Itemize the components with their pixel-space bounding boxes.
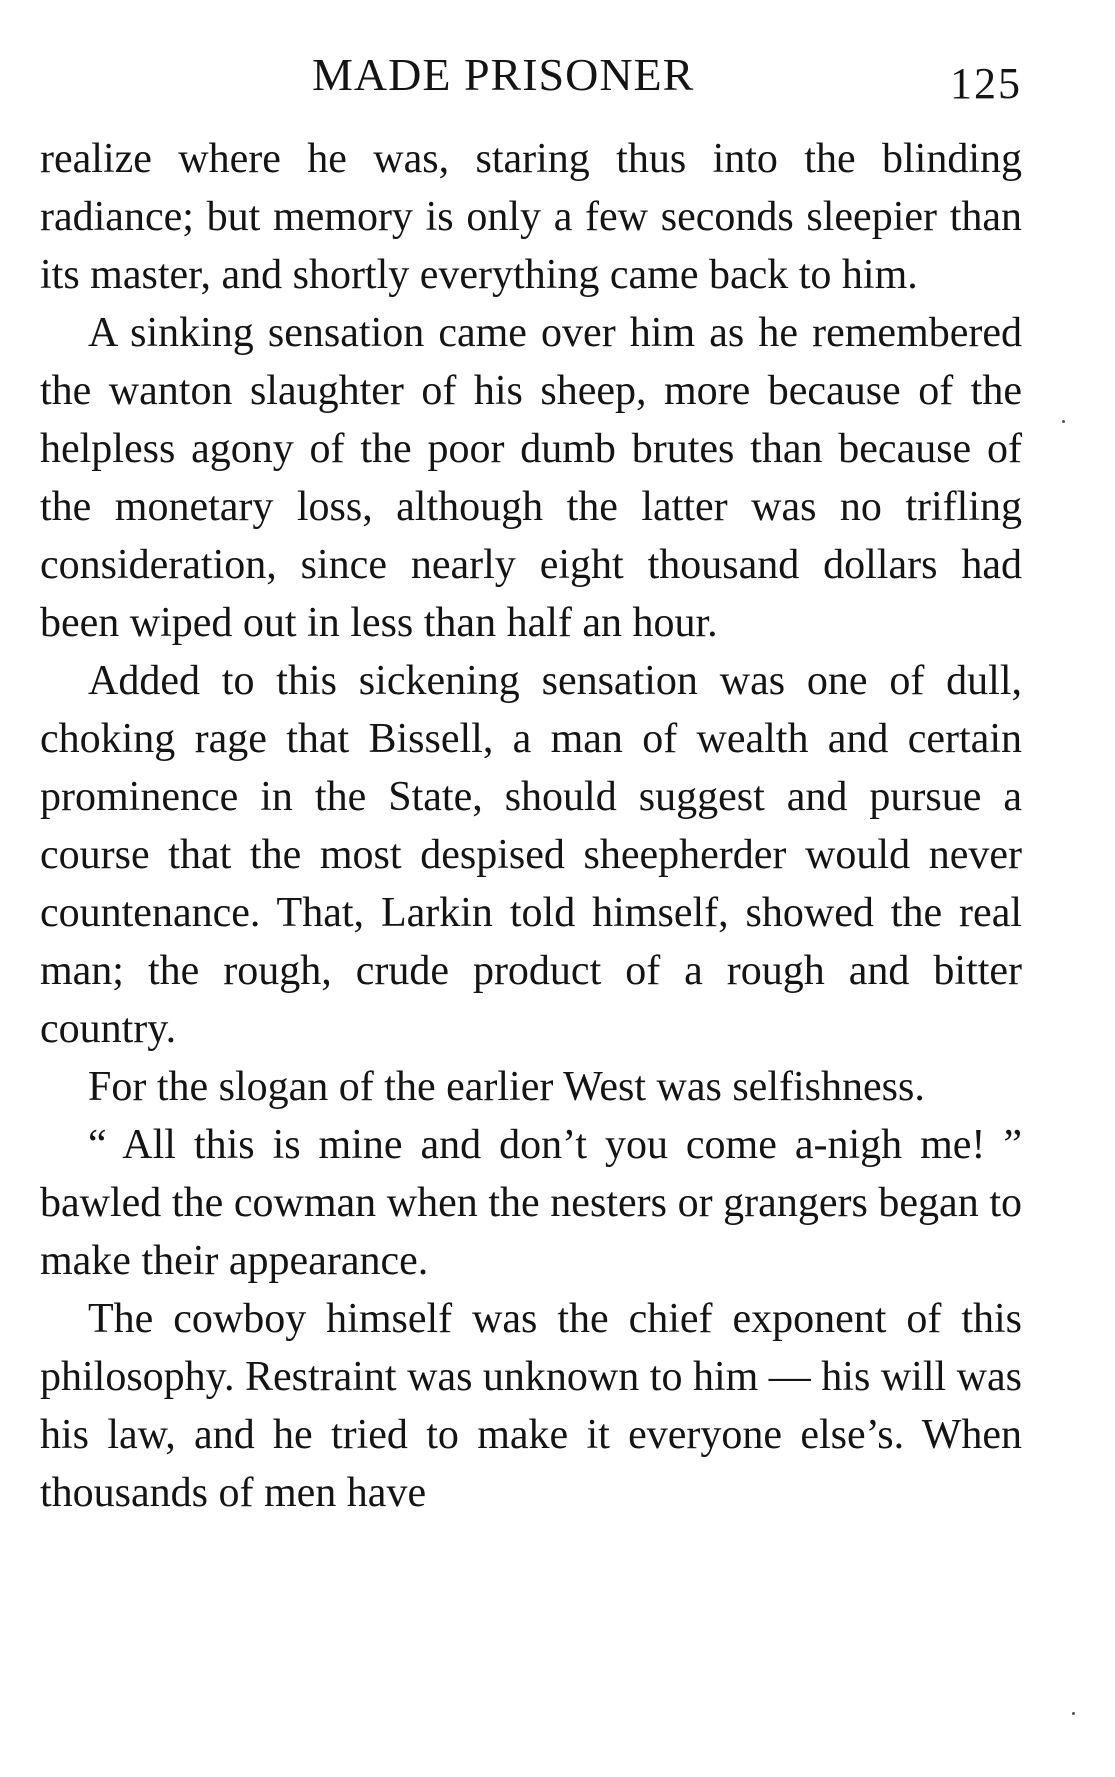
chapter-title: MADE PRISONER bbox=[312, 49, 695, 100]
book-page bbox=[40, 40, 1022, 1522]
scan-speck bbox=[1072, 1712, 1075, 1715]
scan-speck bbox=[1062, 420, 1065, 423]
body-text bbox=[40, 130, 1022, 1522]
paragraph-4: For the slogan of the earlier West was selfishness. bbox=[88, 1064, 925, 1110]
paragraph-6: The cowboy himself was the chief exponent of this philosophy. Restraint was unknown to him — his will was his law, and he tried to make it everyone else’s. When thousands of men have bbox=[40, 1296, 1022, 1516]
page-number: 125 bbox=[950, 59, 1022, 108]
running-head bbox=[40, 40, 1022, 110]
paragraph-5: “ All this is mine and don’t you come a-nigh me! ” bawled the cowman when the nesters or grangers began to make their appearance. bbox=[40, 1122, 1022, 1284]
paragraph-3: Added to this sickening sensation was one of dull, choking rage that Bissell, a man of wealth and certain prominence in the State, should suggest and pursue a course that the most despised sheepherder would never countenance. That, Larkin told himself, showed the real man; the rough, crude product of a rough and bitter country. bbox=[40, 658, 1022, 1052]
paragraph-1: realize where he was, staring thus into the blinding radiance; but memory is only a few seconds sleepier than its master, and shortly everything came back to him. bbox=[40, 136, 1022, 298]
paragraph-2: A sinking sensation came over him as he remembered the wanton slaughter of his sheep, more because of the helpless agony of the poor dumb brutes than because of the monetary loss, although the latter was no trifling consideration, since nearly eight thousand dollars had been wiped out in less than half an hour. bbox=[40, 310, 1022, 646]
